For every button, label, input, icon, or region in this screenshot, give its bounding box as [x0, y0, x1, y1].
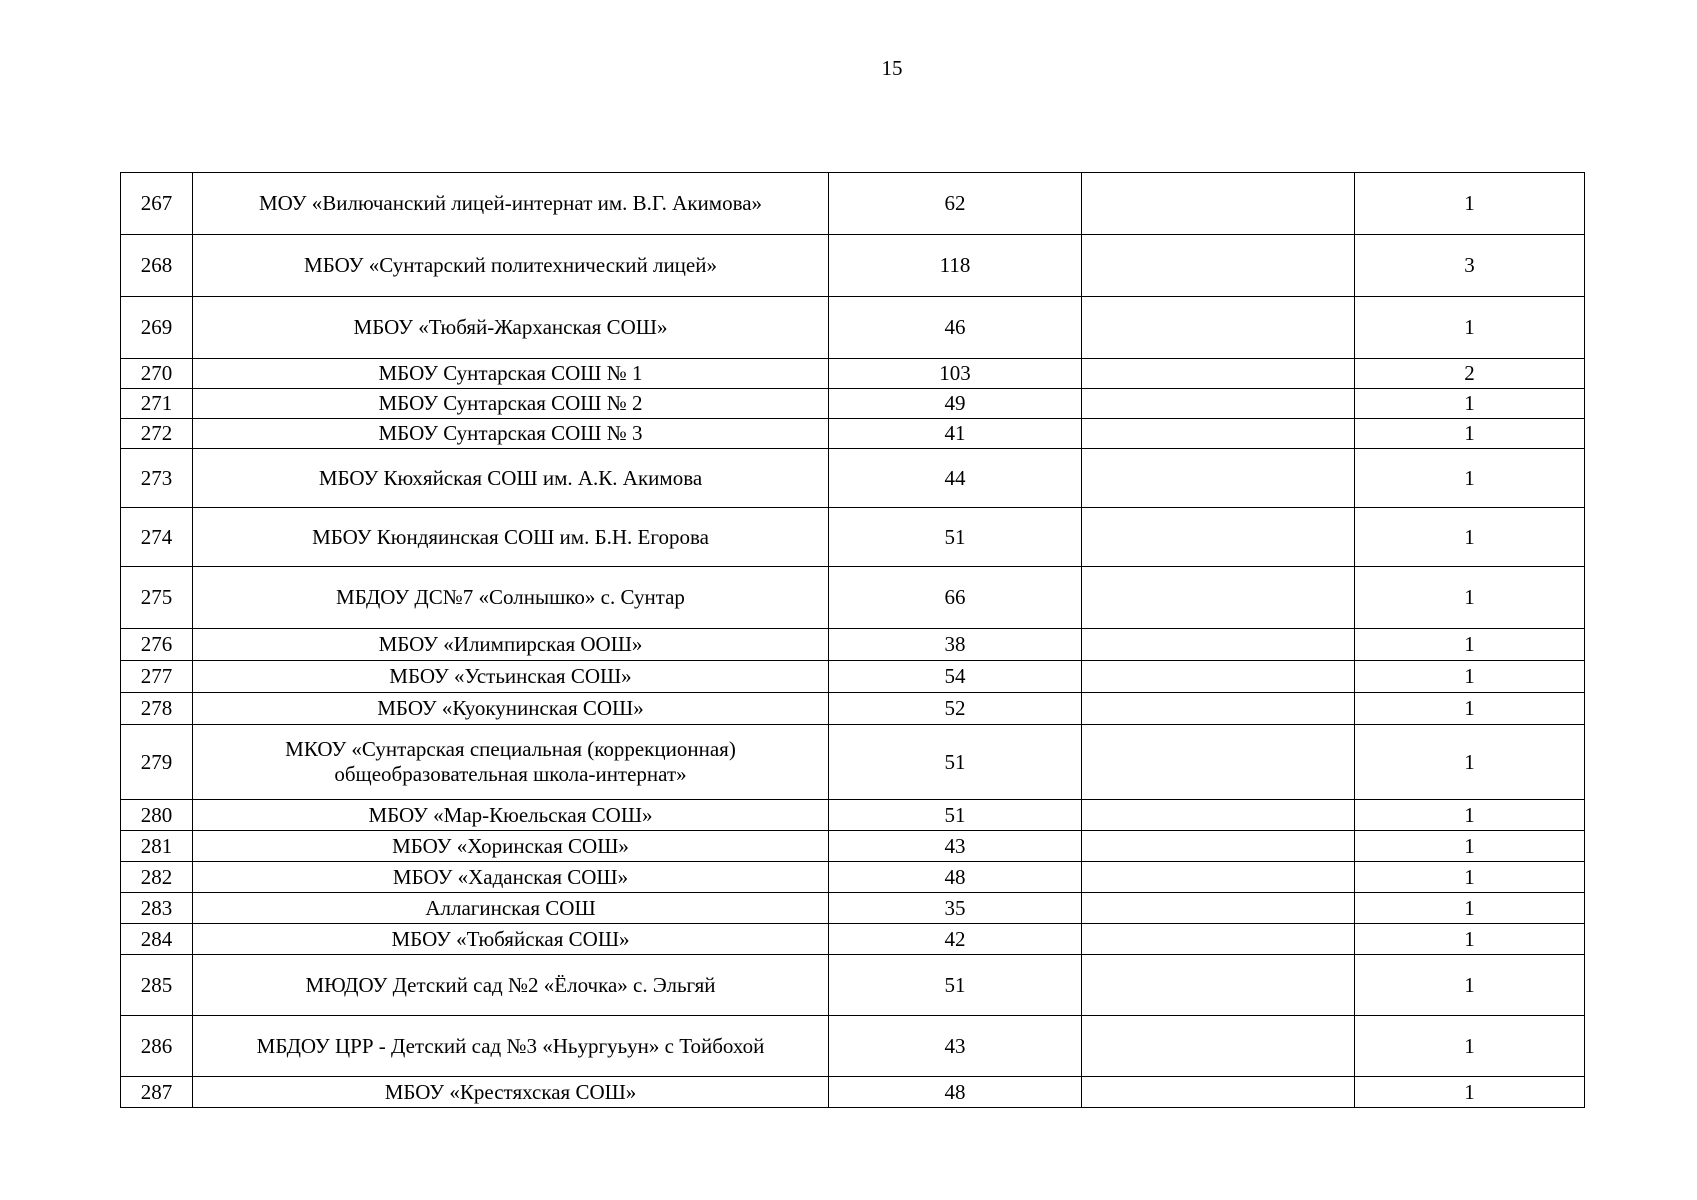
table-row — [121, 629, 1585, 661]
table-row — [121, 419, 1585, 449]
table-row — [121, 862, 1585, 893]
count-cell: 48 — [829, 1077, 1082, 1108]
count-cell: 52 — [829, 693, 1082, 725]
organization-name-cell: МБОУ «Тюбяйская СОШ» — [193, 924, 829, 955]
row-number-cell: 280 — [121, 800, 193, 831]
empty-cell — [1082, 893, 1355, 924]
row-number-cell: 283 — [121, 893, 193, 924]
table-row — [121, 1016, 1585, 1077]
table-row — [121, 831, 1585, 862]
organization-name-cell: МБОУ «Крестяхская СОШ» — [193, 1077, 829, 1108]
empty-cell — [1082, 955, 1355, 1016]
row-number-cell: 271 — [121, 389, 193, 419]
table-body — [121, 173, 1585, 1108]
organization-name-cell: МБОУ «Мар-Кюельская СОШ» — [193, 800, 829, 831]
organization-name-cell: МБОУ Кюндяинская СОШ им. Б.Н. Егорова — [193, 508, 829, 567]
value-cell: 1 — [1355, 1077, 1585, 1108]
table-row — [121, 955, 1585, 1016]
value-cell: 1 — [1355, 800, 1585, 831]
empty-cell — [1082, 297, 1355, 359]
count-cell: 103 — [829, 359, 1082, 389]
row-number-cell: 268 — [121, 235, 193, 297]
organization-name-cell: МБОУ «Хоринская СОШ» — [193, 831, 829, 862]
count-cell: 43 — [829, 1016, 1082, 1077]
table-row — [121, 725, 1585, 800]
table-row — [121, 389, 1585, 419]
data-table — [120, 172, 1585, 1108]
table-row — [121, 235, 1585, 297]
empty-cell — [1082, 862, 1355, 893]
organization-name-cell: МБОУ Сунтарская СОШ № 2 — [193, 389, 829, 419]
value-cell: 1 — [1355, 725, 1585, 800]
value-cell: 1 — [1355, 297, 1585, 359]
count-cell: 66 — [829, 567, 1082, 629]
count-cell: 42 — [829, 924, 1082, 955]
row-number-cell: 274 — [121, 508, 193, 567]
value-cell: 1 — [1355, 173, 1585, 235]
empty-cell — [1082, 508, 1355, 567]
organization-name-cell: МБОУ Кюхяйская СОШ им. А.К. Акимова — [193, 449, 829, 508]
empty-cell — [1082, 359, 1355, 389]
value-cell: 3 — [1355, 235, 1585, 297]
empty-cell — [1082, 449, 1355, 508]
row-number-cell: 276 — [121, 629, 193, 661]
empty-cell — [1082, 1077, 1355, 1108]
count-cell: 49 — [829, 389, 1082, 419]
row-number-cell: 273 — [121, 449, 193, 508]
row-number-cell: 287 — [121, 1077, 193, 1108]
value-cell: 1 — [1355, 831, 1585, 862]
empty-cell — [1082, 419, 1355, 449]
value-cell: 1 — [1355, 862, 1585, 893]
table-row — [121, 661, 1585, 693]
value-cell: 1 — [1355, 567, 1585, 629]
table-row — [121, 359, 1585, 389]
table-row — [121, 1077, 1585, 1108]
organization-name-cell: Аллагинская СОШ — [193, 893, 829, 924]
table-row — [121, 800, 1585, 831]
empty-cell — [1082, 725, 1355, 800]
organization-name-cell: МБОУ «Сунтарский политехнический лицей» — [193, 235, 829, 297]
empty-cell — [1082, 924, 1355, 955]
value-cell: 1 — [1355, 693, 1585, 725]
count-cell: 54 — [829, 661, 1082, 693]
empty-cell — [1082, 831, 1355, 862]
value-cell: 2 — [1355, 359, 1585, 389]
table-row — [121, 893, 1585, 924]
row-number-cell: 267 — [121, 173, 193, 235]
row-number-cell: 270 — [121, 359, 193, 389]
count-cell: 46 — [829, 297, 1082, 359]
organization-name-cell: МБОУ «Устьинская СОШ» — [193, 661, 829, 693]
organization-name-cell: МБДОУ ЦРР - Детский сад №3 «Ньургуьун» с Тойбохой — [193, 1016, 829, 1077]
empty-cell — [1082, 693, 1355, 725]
table-row — [121, 449, 1585, 508]
count-cell: 51 — [829, 955, 1082, 1016]
count-cell: 38 — [829, 629, 1082, 661]
organization-name-cell: МБОУ «Илимпирская ООШ» — [193, 629, 829, 661]
value-cell: 1 — [1355, 924, 1585, 955]
count-cell: 62 — [829, 173, 1082, 235]
organization-name-cell: МБДОУ ДС№7 «Солнышко» с. Сунтар — [193, 567, 829, 629]
row-number-cell: 284 — [121, 924, 193, 955]
organization-name-cell: МБОУ «Куокунинская СОШ» — [193, 693, 829, 725]
row-number-cell: 281 — [121, 831, 193, 862]
value-cell: 1 — [1355, 449, 1585, 508]
empty-cell — [1082, 629, 1355, 661]
count-cell: 118 — [829, 235, 1082, 297]
empty-cell — [1082, 1016, 1355, 1077]
count-cell: 51 — [829, 725, 1082, 800]
table-row — [121, 567, 1585, 629]
value-cell: 1 — [1355, 955, 1585, 1016]
organization-name-cell: МБОУ Сунтарская СОШ № 3 — [193, 419, 829, 449]
count-cell: 44 — [829, 449, 1082, 508]
row-number-cell: 285 — [121, 955, 193, 1016]
table-row — [121, 173, 1585, 235]
empty-cell — [1082, 661, 1355, 693]
row-number-cell: 279 — [121, 725, 193, 800]
value-cell: 1 — [1355, 389, 1585, 419]
organization-name-cell: МОУ «Вилючанский лицей-интернат им. В.Г. Акимова» — [193, 173, 829, 235]
value-cell: 1 — [1355, 661, 1585, 693]
value-cell: 1 — [1355, 419, 1585, 449]
table-row — [121, 924, 1585, 955]
organization-name-cell: МБОУ Сунтарская СОШ № 1 — [193, 359, 829, 389]
table-row — [121, 693, 1585, 725]
value-cell: 1 — [1355, 1016, 1585, 1077]
empty-cell — [1082, 800, 1355, 831]
value-cell: 1 — [1355, 508, 1585, 567]
count-cell: 48 — [829, 862, 1082, 893]
empty-cell — [1082, 389, 1355, 419]
value-cell: 1 — [1355, 629, 1585, 661]
table-row — [121, 508, 1585, 567]
organization-name-cell: МБОУ «Хаданская СОШ» — [193, 862, 829, 893]
count-cell: 35 — [829, 893, 1082, 924]
organization-name-cell: МБОУ «Тюбяй-Жарханская СОШ» — [193, 297, 829, 359]
row-number-cell: 269 — [121, 297, 193, 359]
row-number-cell: 282 — [121, 862, 193, 893]
count-cell: 43 — [829, 831, 1082, 862]
organization-name-cell: МЮДОУ Детский сад №2 «Ёлочка» с. Эльгяй — [193, 955, 829, 1016]
empty-cell — [1082, 235, 1355, 297]
count-cell: 51 — [829, 508, 1082, 567]
empty-cell — [1082, 567, 1355, 629]
count-cell: 41 — [829, 419, 1082, 449]
row-number-cell: 278 — [121, 693, 193, 725]
organization-name-cell: МКОУ «Сунтарская специальная (коррекционная) общеобразовательная школа-интернат» — [193, 725, 829, 800]
row-number-cell: 286 — [121, 1016, 193, 1077]
row-number-cell: 275 — [121, 567, 193, 629]
count-cell: 51 — [829, 800, 1082, 831]
table-row — [121, 297, 1585, 359]
page-number: 15 — [881, 56, 903, 80]
empty-cell — [1082, 173, 1355, 235]
row-number-cell: 277 — [121, 661, 193, 693]
value-cell: 1 — [1355, 893, 1585, 924]
row-number-cell: 272 — [121, 419, 193, 449]
